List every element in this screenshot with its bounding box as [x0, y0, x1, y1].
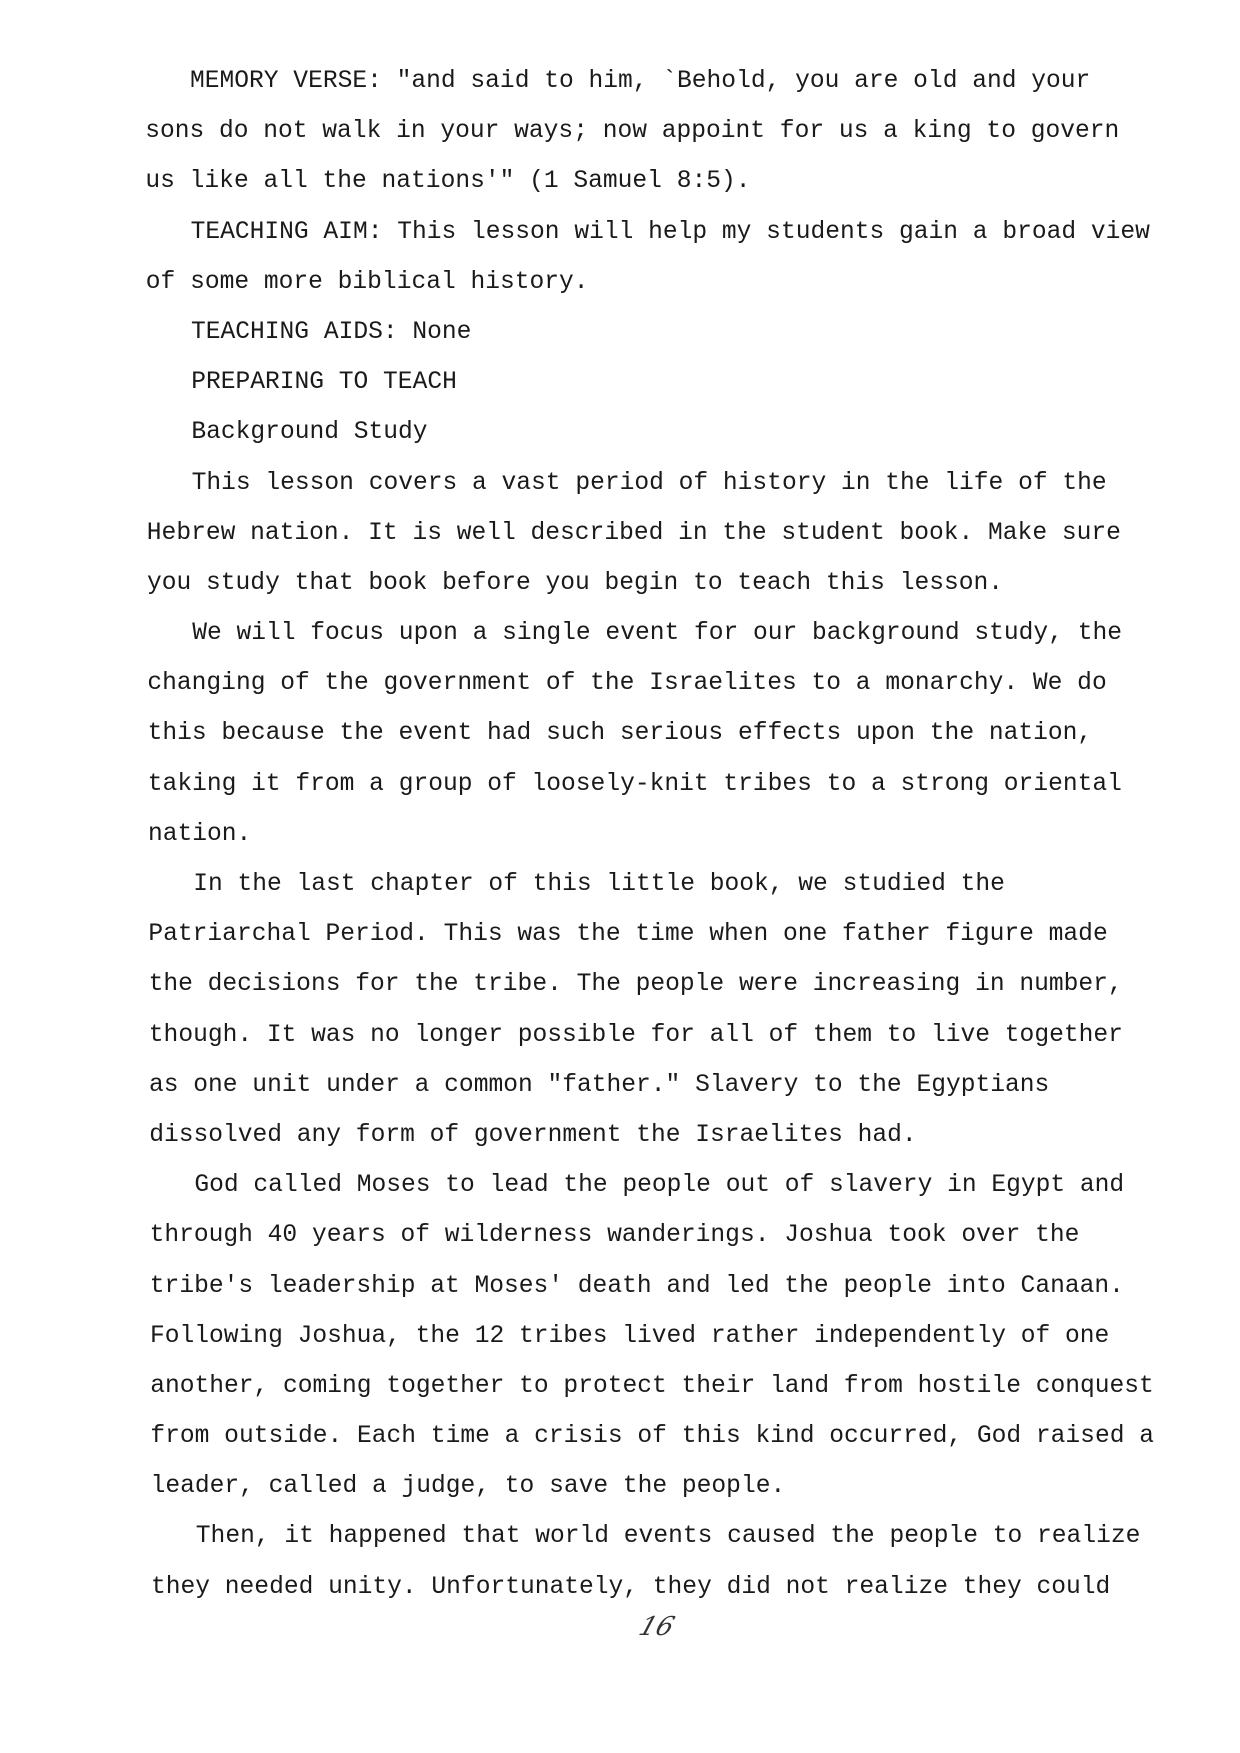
text-line: We will focus upon a single event for our background study, the	[192, 620, 1122, 648]
text-line: Background Study	[191, 419, 428, 447]
text-line: though. It was no longer possible for all of them to live together	[148, 1021, 1123, 1049]
text-line: you study that book before you begin to teach this lesson.	[147, 569, 1004, 597]
text-line: God called Moses to lead the people out of slavery in Egypt and	[194, 1172, 1125, 1200]
text-line: MEMORY VERSE: "and said to him, `Behold, you are old and your	[190, 68, 1091, 95]
body-text	[145, 60, 1205, 1616]
text-line: Then, it happened that world events caused the people to realize	[195, 1523, 1141, 1551]
text-line: Following Joshua, the 12 tribes lived rather independently of one	[150, 1322, 1110, 1350]
text-line: sons do not walk in your ways; now appoint for us a king to govern	[145, 118, 1120, 146]
text-line: of some more biblical history.	[145, 268, 589, 296]
text-line: PREPARING TO TEACH	[191, 369, 457, 397]
text-line: TEACHING AIDS: None	[191, 318, 472, 346]
text-line: leader, called a judge, to save the people.	[150, 1473, 786, 1501]
text-line: This lesson covers a vast period of history in the life of the	[191, 469, 1107, 497]
text-line: the decisions for the tribe. The people were increasing in number,	[148, 971, 1123, 999]
text-line: In the last chapter of this little book, we studied the	[193, 871, 1005, 898]
text-line: tribe's leadership at Moses' death and led the people into Canaan.	[149, 1272, 1124, 1300]
page-number: 16	[635, 1612, 678, 1642]
text-line: as one unit under a common "father." Slavery to the Egyptians	[149, 1071, 1050, 1099]
text-line: from outside. Each time a crisis of this kind occurred, God raised a	[150, 1423, 1154, 1451]
text-line: through 40 years of wilderness wanderings. Joshua took over the	[149, 1222, 1080, 1250]
text-line: taking it from a group of loosely-knit tribes to a strong oriental	[147, 770, 1122, 798]
text-line: Patriarchal Period. This was the time when one father figure made	[148, 921, 1108, 949]
text-line: they needed unity. Unfortunately, they did not realize they could	[151, 1573, 1111, 1601]
text-line: TEACHING AIM: This lesson will help my students gain a broad view	[190, 218, 1150, 246]
text-line: dissolved any form of government the Israelites had.	[149, 1121, 917, 1149]
text-line: this because the event had such serious effects upon the nation,	[147, 720, 1093, 748]
text-line: another, coming together to protect their land from hostile conquest	[150, 1372, 1154, 1400]
text-line: us like all the nations'" (1 Samuel 8:5).	[145, 168, 751, 196]
text-line: Hebrew nation. It is well described in the student book. Make sure	[146, 519, 1121, 547]
text-line: nation.	[148, 820, 252, 848]
text-line: changing of the government of the Israelites to a monarchy. We do	[147, 670, 1107, 698]
